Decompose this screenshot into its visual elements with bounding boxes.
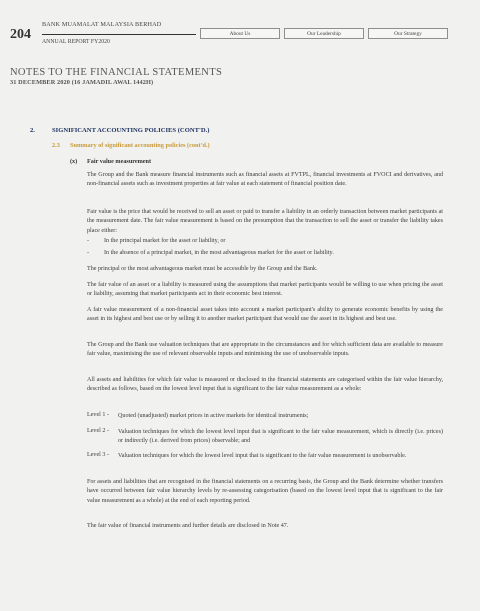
item-title: Fair value measurement	[87, 158, 152, 165]
paragraph: The Group and the Bank measure financial instruments such as financial assets at FVTPL, financial investments at FVOCI and derivatives, and non-financial assets such as investment properties at fair value at each statement of financial position date.	[87, 172, 443, 188]
report-label: ANNUAL REPORT FY2020	[42, 39, 110, 45]
subsection-title: Summary of significant accounting policies (cont'd.)	[70, 142, 210, 149]
bullet-dash: -	[87, 238, 90, 244]
subsection-number: 2.3	[52, 142, 60, 149]
bullet-text: In the principal market for the asset or liability, or	[104, 238, 226, 244]
section-number: 2.	[30, 127, 35, 134]
bank-name: BANK MUAMALAT MALAYSIA BERHAD	[42, 21, 162, 28]
bullet-text: In the absence of a principal market, in the most advantageous market for the asset or liability.	[104, 250, 334, 256]
paragraph: All assets and liabilities for which fair value is measured or disclosed in the financial statements are categorised within the fair value hierarchy, described as follows, based on the lowest level input that is significant to the fair value measurement as a whole:	[87, 377, 443, 393]
header-divider	[42, 34, 196, 35]
paragraph: For assets and liabilities that are recognised in the financial statements on a recurring basis, the Group and the Bank determine whether transfers have occurred between fair value hierarchy levels by re-assessing categorisation (based on the lowest level input that is significant to the fair value measurement as a whole) at the end of each reporting period.	[87, 479, 443, 504]
item-number: (x)	[70, 158, 78, 165]
level-label: Level 1 -	[87, 412, 109, 418]
paragraph: Fair value is the price that would be received to sell an asset or paid to transfer a liability in an orderly transaction between market participants at the measurement date. The fair value measurement is based on the presumption that the transaction to sell the asset or transfer the liability takes place either:	[87, 209, 443, 234]
page-number: 204	[10, 27, 31, 42]
paragraph: The fair value of financial instruments and further details are disclosed in Note 47.	[87, 523, 289, 529]
nav-our-leadership-button[interactable]: Our Leadership	[284, 28, 364, 39]
bullet-dash: -	[87, 250, 90, 256]
page-title: NOTES TO THE FINANCIAL STATEMENTS	[10, 67, 223, 78]
level-label: Level 2 -	[87, 428, 109, 434]
page-subtitle: 31 DECEMBER 2020 (16 JAMADIL AWAL 1442H)	[10, 79, 154, 86]
paragraph: A fair value measurement of a non-financial asset takes into account a market participant's ability to generate economic benefits by using the asset in its highest and best use or by selling it to another market participant that would use the asset in its highest and best use.	[87, 307, 443, 323]
level-label: Level 3 -	[87, 452, 109, 458]
level-text: Valuation techniques for which the lowest level input that is significant to the fair value measurement, which is directly (i.e. prices) or indirectly (i.e. derived from prices) observable; and	[118, 429, 443, 445]
paragraph: The fair value of an asset or a liability is measured using the assumptions that market participants would be willing to use when pricing the asset or liability, assuming that market participants act in their economic best interest.	[87, 282, 443, 298]
level-text: Quoted (unadjusted) market prices in active markets for identical instruments;	[118, 413, 309, 419]
section-title: SIGNIFICANT ACCOUNTING POLICIES (CONT'D.)	[52, 127, 210, 134]
level-text: Valuation techniques for which the lowest level input that is significant to the fair value measurement is unobservable.	[118, 453, 407, 459]
paragraph: The Group and the Bank use valuation techniques that are appropriate in the circumstances and for which sufficient data are available to measure fair value, maximising the use of relevant observable inputs and minimising the use of unobservable inputs.	[87, 342, 443, 358]
nav-about-us-button[interactable]: About Us	[200, 28, 280, 39]
nav-our-strategy-button[interactable]: Our Strategy	[368, 28, 448, 39]
paragraph: The principal or the most advantageous market must be accessible by the Group and the Bank.	[87, 266, 318, 272]
